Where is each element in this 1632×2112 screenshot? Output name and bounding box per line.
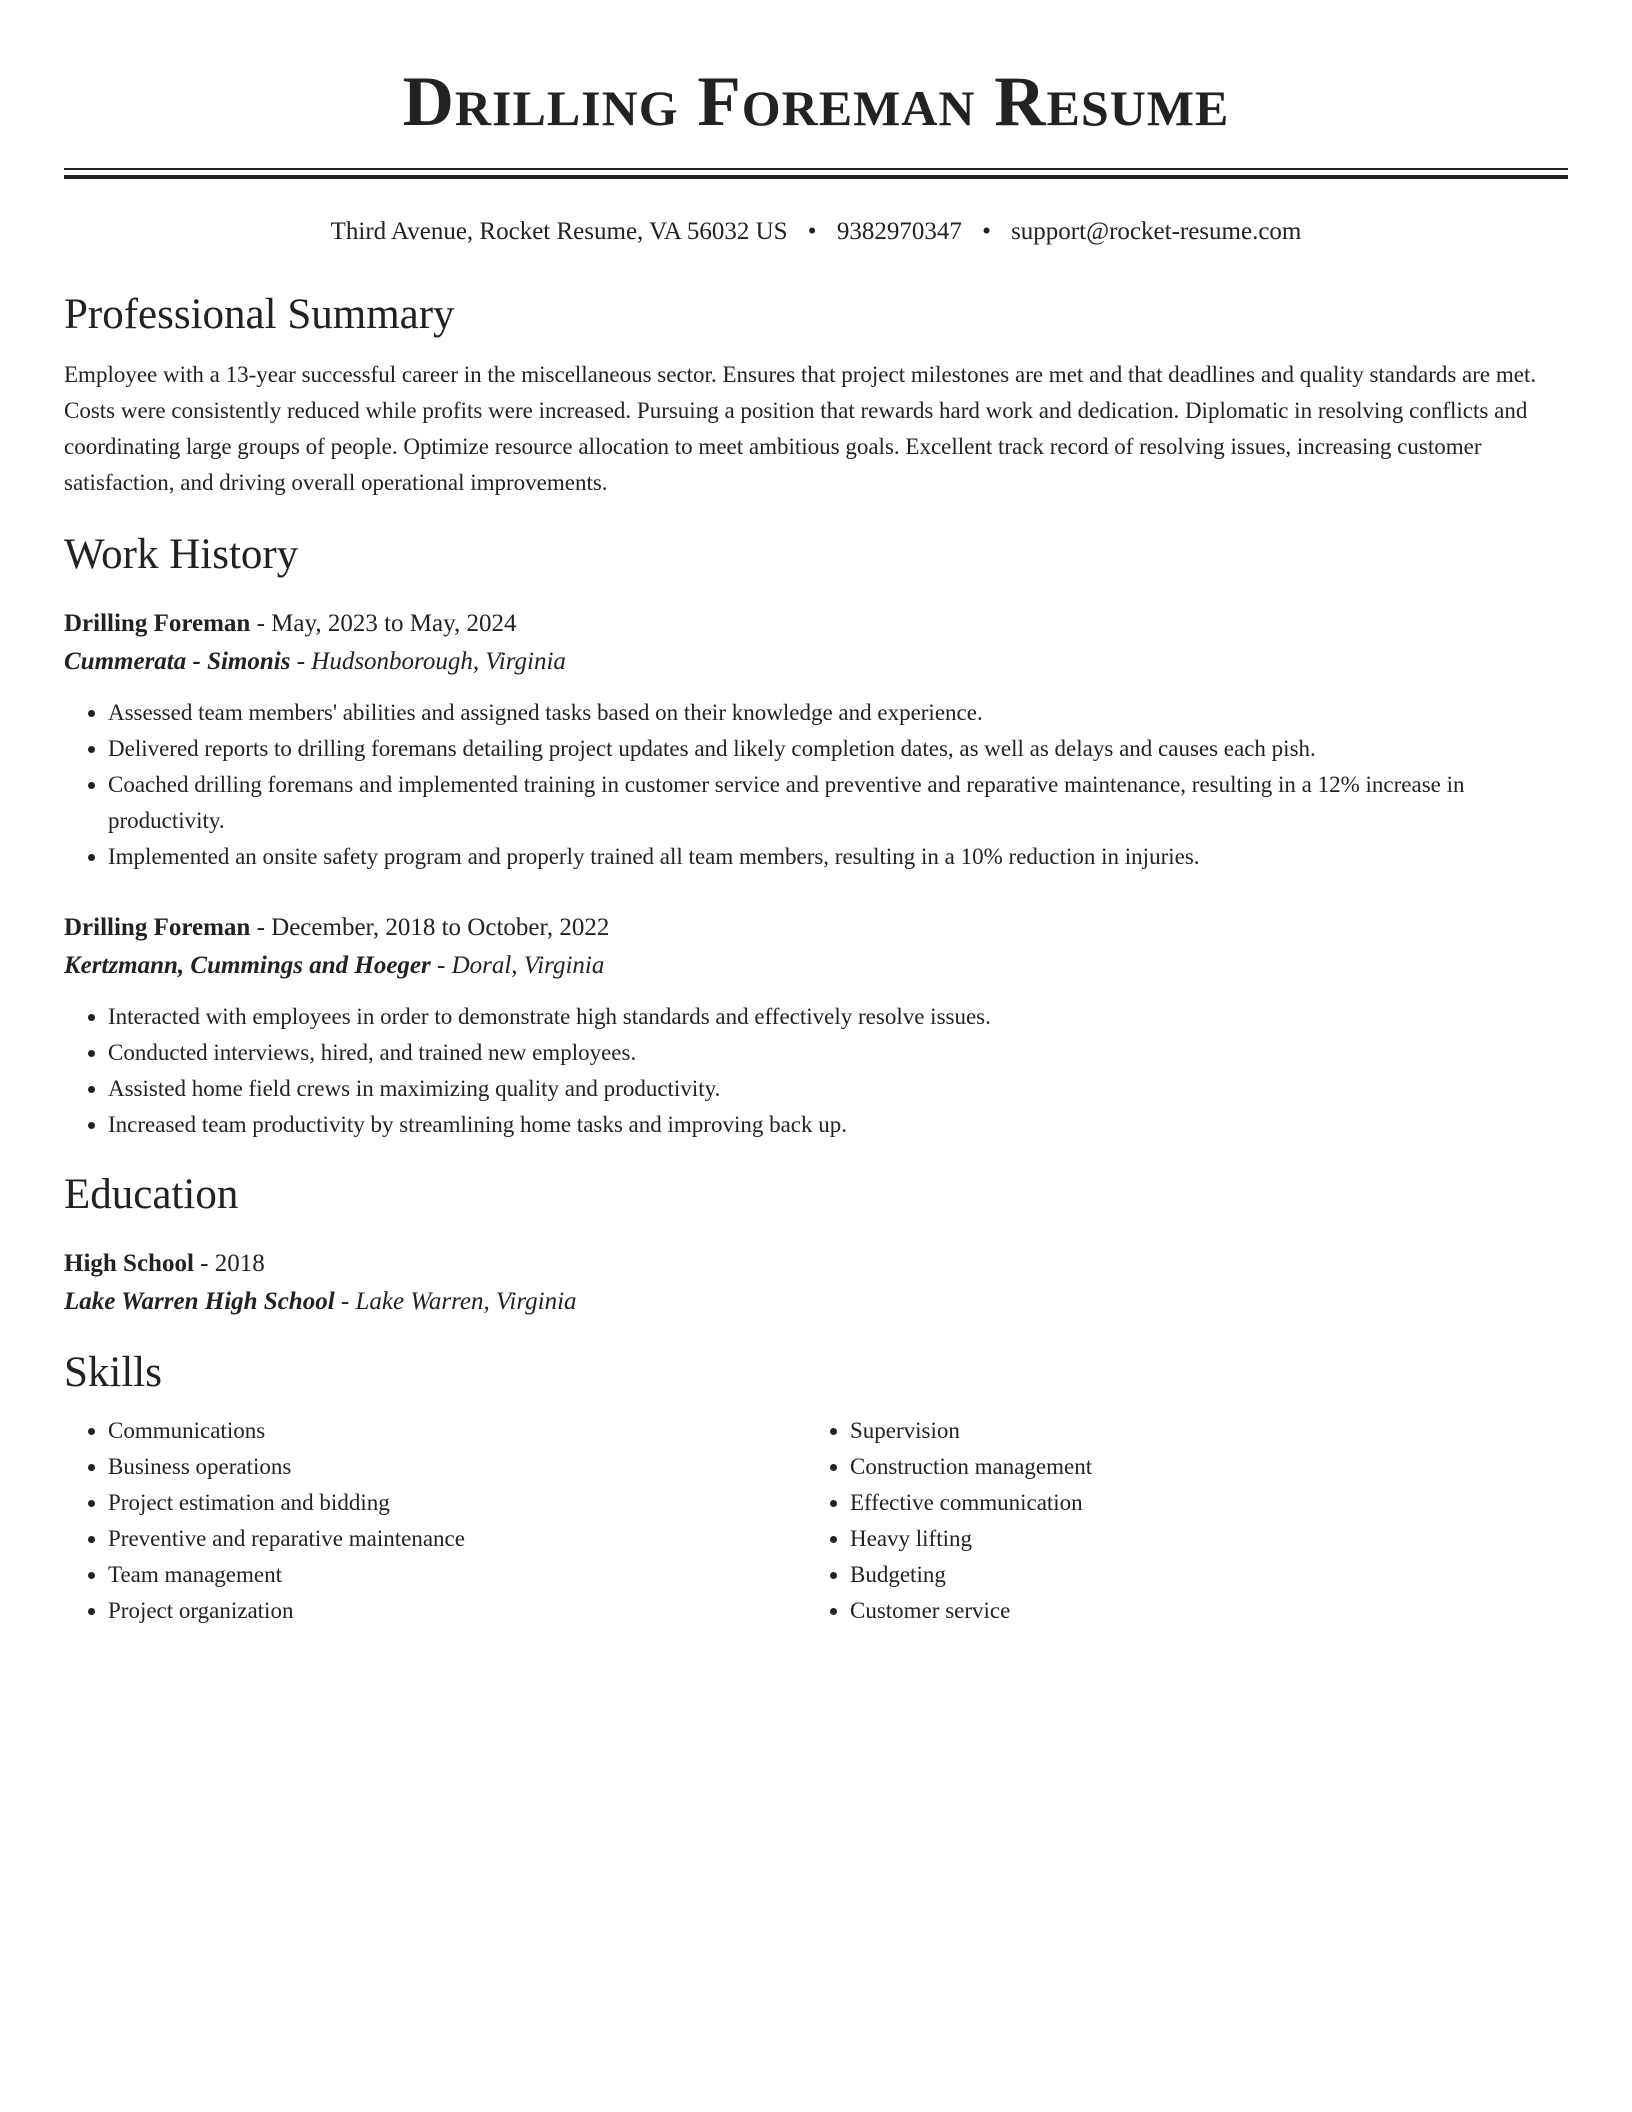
- job-company-line: [64, 947, 1568, 985]
- job-company: Cummerata - Simonis: [64, 648, 291, 675]
- education-school-line: [64, 1283, 1568, 1321]
- education-degree: High School: [64, 1250, 194, 1277]
- contact-line: [64, 215, 1568, 249]
- skills-heading: Skills: [64, 1349, 162, 1396]
- summary-section: [64, 289, 1568, 501]
- job-location: - Doral, Virginia: [430, 952, 605, 979]
- skill-item: • Communications: [108, 1413, 806, 1449]
- contact-email: support@rocket-resume.com: [1011, 218, 1302, 245]
- skills-columns: [64, 1413, 1568, 1629]
- skills-column-right: [806, 1413, 1548, 1629]
- job-bullet: • Delivered reports to drilling foremans detailing project updates and likely completion dates, as well as delays and causes each pish.: [108, 731, 1568, 767]
- contact-phone: 9382970347: [836, 218, 962, 245]
- resume-title: Drilling Foreman Resume: [402, 63, 1230, 141]
- job-bullets: [64, 695, 1568, 875]
- skill-item: • Budgeting: [850, 1557, 1548, 1593]
- contact-address: Third Avenue, Rocket Resume, VA 56032 US: [330, 218, 788, 245]
- summary-heading: Professional Summary: [64, 291, 455, 338]
- contact-separator: •: [807, 218, 817, 245]
- job-bullet: • Implemented an onsite safety program and properly trained all team members, resulting in a 10% reduction in injuries.: [108, 839, 1568, 875]
- job-bullet: • Interacted with employees in order to demonstrate high standards and effectively resolve issues.: [108, 999, 1568, 1035]
- contact-separator: •: [982, 218, 991, 245]
- skills-section: [64, 1347, 1568, 1629]
- education-entry: [64, 1245, 1568, 1321]
- skill-item: • Effective communication: [850, 1485, 1548, 1521]
- job-title-line: [64, 605, 1568, 643]
- job-title: Drilling Foreman: [64, 610, 251, 637]
- job-bullet: • Increased team productivity by streamlining home tasks and improving back up.: [108, 1107, 1568, 1143]
- education-location: - Lake Warren, Virginia: [334, 1288, 577, 1315]
- job-dates: - December, 2018 to October, 2022: [250, 914, 610, 941]
- education-degree-line: [64, 1245, 1568, 1283]
- job-title-line: [64, 909, 1568, 947]
- summary-text: Employee with a 13-year successful career in the miscellaneous sector. Ensures that project milestones are met and that deadlines and quality standards are met. Costs were consistently reduced while profits were increased. Pursuing a position that rewards hard work and dedication. Diplomatic in resolving conflicts and coordinating large groups of people. Optimize resource allocation to meet ambitious goals. Excellent track record of resolving issues, increasing customer satisfaction, and driving overall operational improvements.: [64, 362, 1537, 495]
- education-school: Lake Warren High School: [64, 1288, 335, 1315]
- job-bullet: • Assessed team members' abilities and assigned tasks based on their knowledge and experience.: [108, 695, 1568, 731]
- skill-item: • Project organization: [108, 1593, 806, 1629]
- job-bullets: [64, 999, 1568, 1143]
- job-title: Drilling Foreman: [64, 914, 251, 941]
- job-bullet: • Conducted interviews, hired, and trained new employees.: [108, 1035, 1568, 1071]
- work-history-heading: Work History: [64, 531, 299, 578]
- skills-list-right: [806, 1413, 1548, 1629]
- title-divider: [64, 168, 1568, 179]
- skill-item: • Heavy lifting: [850, 1521, 1548, 1557]
- job-location: - Hudsonborough, Virginia: [290, 648, 566, 675]
- job-entry: [64, 909, 1568, 1143]
- job-entry: [64, 605, 1568, 875]
- job-company: Kertzmann, Cummings and Hoeger: [64, 952, 431, 979]
- skills-column-left: [64, 1413, 806, 1629]
- job-bullet: • Coached drilling foremans and implemented training in customer service and preventive and reparative maintenance, resulting in a 12% increase in productivity.: [108, 767, 1568, 839]
- skill-item: • Construction management: [850, 1449, 1548, 1485]
- skill-item: • Customer service: [850, 1593, 1548, 1629]
- education-section: [64, 1169, 1568, 1321]
- skill-item: • Business operations: [108, 1449, 806, 1485]
- education-heading: Education: [64, 1171, 239, 1218]
- skill-item: • Team management: [108, 1557, 806, 1593]
- job-bullet: • Assisted home field crews in maximizing quality and productivity.: [108, 1071, 1568, 1107]
- skill-item: • Supervision: [850, 1413, 1548, 1449]
- job-dates: - May, 2023 to May, 2024: [250, 610, 517, 637]
- job-company-line: [64, 643, 1568, 681]
- education-year: - 2018: [193, 1250, 265, 1277]
- work-history-section: [64, 529, 1568, 1143]
- skill-item: • Project estimation and bidding: [108, 1485, 806, 1521]
- skills-list-left: [64, 1413, 806, 1629]
- skill-item: • Preventive and reparative maintenance: [108, 1521, 806, 1557]
